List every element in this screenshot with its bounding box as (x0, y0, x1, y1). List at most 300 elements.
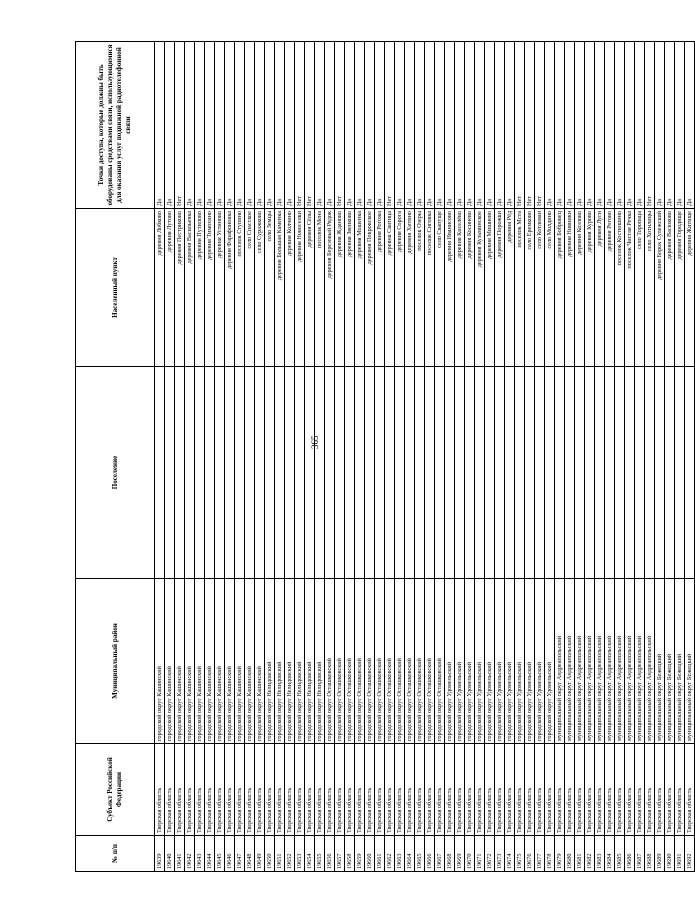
row-locality: поселок Озеры (415, 209, 425, 367)
row-subject: Тверская область (165, 744, 175, 836)
row-locality: деревня Большая Каменка (275, 209, 285, 367)
row-settlement (245, 367, 255, 579)
row-locality: деревня Роговo (605, 209, 615, 367)
row-settlement (435, 367, 445, 579)
row-subject: Тверская область (535, 744, 545, 836)
table-row (555, 42, 565, 872)
table-row (325, 42, 335, 872)
row-number: 19681 (575, 836, 585, 872)
row-district: муниципальный округ Андреапольский (585, 579, 595, 744)
row-settlement (555, 367, 565, 579)
row-settlement (505, 367, 515, 579)
row-locality: село Хотилицы (645, 209, 655, 367)
table-row (345, 42, 355, 872)
row-locality: деревня Покровское (365, 209, 375, 367)
row-district: городской округ Нелидовский (295, 579, 305, 744)
row-locality: деревня Косинево (465, 209, 475, 367)
table-row (465, 42, 475, 872)
row-district: муниципальный округ Андреапольский (595, 579, 605, 744)
row-locality: село Торопаца (635, 209, 645, 367)
row-district: городской округ Кашинский (255, 579, 265, 744)
row-number: 19685 (615, 836, 625, 872)
header-settlement: Поселение (76, 367, 155, 579)
row-subject: Тверская область (655, 744, 665, 836)
row-district: городской округ Кашинский (165, 579, 175, 744)
row-subject: Тверская область (375, 744, 385, 836)
row-subject: Тверская область (385, 744, 395, 836)
table-row (375, 42, 385, 872)
row-district: городской округ Нелидовский (275, 579, 285, 744)
row-subject: Тверская область (255, 744, 265, 836)
row-number: 19676 (525, 836, 535, 872)
table-row (435, 42, 445, 872)
row-number: 19667 (435, 836, 445, 872)
row-access: Да (165, 42, 175, 209)
row-settlement (545, 367, 555, 579)
row-access: Нет (295, 42, 305, 209)
row-locality: деревня Мишнево (485, 209, 495, 367)
table-row (515, 42, 525, 872)
row-access: Да (215, 42, 225, 209)
row-subject: Тверская область (625, 744, 635, 836)
row-number: 19654 (305, 836, 315, 872)
row-settlement (565, 367, 575, 579)
row-district: городской округ Осташковский (435, 579, 445, 744)
row-number: 19651 (275, 836, 285, 872)
row-locality: деревня Житище (685, 209, 695, 367)
table-row (455, 42, 465, 872)
row-settlement (385, 367, 395, 579)
row-access: Да (205, 42, 215, 209)
row-settlement (525, 367, 535, 579)
row-district: муниципальный округ Бежецкий (685, 579, 695, 744)
row-subject: Тверская область (305, 744, 315, 836)
row-district: городской округ Осташковский (375, 579, 385, 744)
row-settlement (605, 367, 615, 579)
row-subject: Тверская область (345, 744, 355, 836)
row-locality: поселок Мста (515, 209, 525, 367)
row-subject: Тверская область (515, 744, 525, 836)
row-locality: деревня Новоселки (295, 209, 305, 367)
row-settlement (495, 367, 505, 579)
row-settlement (675, 367, 685, 579)
row-locality: поселок Ступино (235, 209, 245, 367)
row-subject: Тверская область (415, 744, 425, 836)
row-locality: село Молдино (545, 209, 555, 367)
row-district: муниципальный округ Бежецкий (655, 579, 665, 744)
settlements-table (75, 41, 695, 872)
row-settlement (645, 367, 655, 579)
row-locality: деревня Козлово (575, 209, 585, 367)
row-subject: Тверская область (555, 744, 565, 836)
table-row (625, 42, 635, 872)
row-access: Да (455, 42, 465, 209)
row-district: городской округ Нелидовский (265, 579, 275, 744)
row-settlement (355, 367, 365, 579)
row-settlement (655, 367, 665, 579)
row-subject: Тверская область (685, 744, 695, 836)
row-subject: Тверская область (295, 744, 305, 836)
table-row (335, 42, 345, 872)
row-settlement (485, 367, 495, 579)
row-settlement (265, 367, 275, 579)
row-locality: деревня Кузьминское (475, 209, 485, 367)
row-district: городской округ Удомельский (515, 579, 525, 744)
row-settlement (475, 367, 485, 579)
row-locality: деревня Иванисово (445, 209, 455, 367)
row-district: городской округ Осташковский (355, 579, 365, 744)
row-locality: деревня Лутово (165, 209, 175, 367)
row-settlement (275, 367, 285, 579)
row-settlement (415, 367, 425, 579)
row-locality: деревня Рёд (505, 209, 515, 367)
row-number: 19650 (265, 836, 275, 872)
row-access: Да (315, 42, 325, 209)
row-district: городской округ Удомельский (455, 579, 465, 744)
row-number: 19675 (515, 836, 525, 872)
header-number: № п/п (76, 836, 155, 872)
row-access: Нет (385, 42, 395, 209)
row-access: Да (595, 42, 605, 209)
row-subject: Тверская область (215, 744, 225, 836)
row-district: муниципальный округ Андреапольский (615, 579, 625, 744)
row-number: 19659 (355, 836, 365, 872)
row-access: Да (375, 42, 385, 209)
row-district: городской округ Осташковский (425, 579, 435, 744)
row-access: Да (195, 42, 205, 209)
row-access: Нет (645, 42, 655, 209)
row-locality: деревня Устиново (215, 209, 225, 367)
row-number: 19687 (635, 836, 645, 872)
row-access: Да (155, 42, 165, 209)
row-locality: деревня Борок Сулежский (655, 209, 665, 367)
table-row (245, 42, 255, 872)
row-locality: село Спасское (245, 209, 255, 367)
table-row (405, 42, 415, 872)
row-locality: деревня Васюково (665, 209, 675, 367)
row-number: 19686 (625, 836, 635, 872)
row-settlement (335, 367, 345, 579)
table-row (385, 42, 395, 872)
row-number: 19641 (175, 836, 185, 872)
row-locality: деревня Жданово (335, 209, 345, 367)
table-row (525, 42, 535, 872)
row-number: 19665 (415, 836, 425, 872)
row-subject: Тверская область (315, 744, 325, 836)
row-district: городской округ Кашинский (185, 579, 195, 744)
row-access: Да (665, 42, 675, 209)
row-settlement (175, 367, 185, 579)
row-number: 19679 (555, 836, 565, 872)
table-row (685, 42, 695, 872)
row-locality: село Еремково (525, 209, 535, 367)
row-settlement (215, 367, 225, 579)
row-settlement (665, 367, 675, 579)
table-row (415, 42, 425, 872)
row-locality: деревня Нивники (565, 209, 575, 367)
row-subject: Тверская область (435, 744, 445, 836)
row-locality: деревня Луги (595, 209, 605, 367)
table-row (195, 42, 205, 872)
row-access: Нет (525, 42, 535, 209)
row-access: Да (435, 42, 445, 209)
row-access: Да (685, 42, 695, 209)
table-row (645, 42, 655, 872)
row-locality: деревня Путилово (195, 209, 205, 367)
row-district: городской округ Кашинский (195, 579, 205, 744)
row-subject: Тверская область (245, 744, 255, 836)
row-subject: Тверская область (395, 744, 405, 836)
row-subject: Тверская область (265, 744, 275, 836)
row-subject: Тверская область (325, 744, 335, 836)
row-access: Да (365, 42, 375, 209)
row-number: 19653 (295, 836, 305, 872)
table-row (365, 42, 375, 872)
page-number: 365 (310, 435, 320, 449)
row-locality: село Свапуще (435, 209, 445, 367)
row-access: Да (235, 42, 245, 209)
row-access: Да (265, 42, 275, 209)
row-access: Да (575, 42, 585, 209)
header-locality: Населенный пункт (76, 209, 155, 367)
row-subject: Тверская область (185, 744, 195, 836)
table-row (395, 42, 405, 872)
row-access: Да (475, 42, 485, 209)
row-locality: деревня Колчино (285, 209, 295, 367)
row-district: муниципальный округ Андреапольский (625, 579, 635, 744)
row-locality: деревня Городище (675, 209, 685, 367)
row-subject: Тверская область (465, 744, 475, 836)
row-district: городской округ Удомельский (505, 579, 515, 744)
table-row (655, 42, 665, 872)
table-row (605, 42, 615, 872)
row-locality: село Земцы (265, 209, 275, 367)
row-number: 19691 (675, 836, 685, 872)
row-access: Нет (535, 42, 545, 209)
row-district: муниципальный округ Бежецкий (675, 579, 685, 744)
row-access: Да (255, 42, 265, 209)
table-row (315, 42, 325, 872)
row-subject: Тверская область (665, 744, 675, 836)
row-settlement (455, 367, 465, 579)
row-locality: деревня Звенково (345, 209, 355, 367)
row-district: городской округ Нелидовский (285, 579, 295, 744)
row-settlement (305, 367, 315, 579)
row-locality: поселок Сиговка (425, 209, 435, 367)
row-locality: деревня Святица (385, 209, 395, 367)
row-locality: поселок Мена (315, 209, 325, 367)
row-number: 19671 (475, 836, 485, 872)
table-row (575, 42, 585, 872)
row-access: Да (555, 42, 565, 209)
row-district: городской округ Кашинский (235, 579, 245, 744)
row-district: городской округ Осташковский (405, 579, 415, 744)
row-district: городской округ Кашинский (155, 579, 165, 744)
row-settlement (635, 367, 645, 579)
row-number: 19692 (685, 836, 695, 872)
row-subject: Тверская область (275, 744, 285, 836)
row-subject: Тверская область (505, 744, 515, 836)
row-number: 19688 (645, 836, 655, 872)
row-access: Да (495, 42, 505, 209)
row-locality: село Суражково (255, 209, 265, 367)
row-access: Да (445, 42, 455, 209)
row-settlement (685, 367, 695, 579)
row-settlement (625, 367, 635, 579)
row-district: муниципальный округ Андреапольский (645, 579, 655, 744)
row-subject: Тверская область (355, 744, 365, 836)
row-district: городской округ Осташковский (335, 579, 345, 744)
row-locality: поселок Чистая Речка (625, 209, 635, 367)
row-access: Да (505, 42, 515, 209)
row-number: 19689 (655, 836, 665, 872)
header-subject: Субъект Российской Федерации (76, 744, 155, 836)
row-number: 19682 (585, 836, 595, 872)
row-number: 19644 (205, 836, 215, 872)
row-settlement (155, 367, 165, 579)
header-district: Муниципальный район (76, 579, 155, 744)
row-locality: деревня Киселёво (455, 209, 465, 367)
row-subject: Тверская область (545, 744, 555, 836)
row-district: городской округ Удомельский (545, 579, 555, 744)
row-access: Да (565, 42, 575, 209)
row-number: 19662 (385, 836, 395, 872)
row-subject: Тверская область (175, 744, 185, 836)
row-access: Да (395, 42, 405, 209)
row-number: 19663 (395, 836, 405, 872)
row-locality: деревня Васильевка (185, 209, 195, 367)
row-number: 19670 (465, 836, 475, 872)
row-access: Да (325, 42, 335, 209)
row-district: городской округ Удомельский (525, 579, 535, 744)
row-district: городской округ Удомельский (475, 579, 485, 744)
table-row (595, 42, 605, 872)
row-district: городской округ Нелидовский (305, 579, 315, 744)
row-settlement (325, 367, 335, 579)
row-settlement (295, 367, 305, 579)
row-number: 19647 (235, 836, 245, 872)
row-district: городской округ Осташковский (325, 579, 335, 744)
table-row (275, 42, 285, 872)
row-settlement (465, 367, 475, 579)
row-district: муниципальный округ Андреапольский (565, 579, 575, 744)
row-number: 19648 (245, 836, 255, 872)
row-subject: Тверская область (575, 744, 585, 836)
table-row (355, 42, 365, 872)
row-district: городской округ Кашинский (215, 579, 225, 744)
table-row (235, 42, 245, 872)
row-subject: Тверская область (225, 744, 235, 836)
row-access: Нет (175, 42, 185, 209)
row-settlement (345, 367, 355, 579)
table-row (295, 42, 305, 872)
row-access: Да (585, 42, 595, 209)
row-district: городской округ Кашинский (245, 579, 255, 744)
row-settlement (515, 367, 525, 579)
row-settlement (255, 367, 265, 579)
row-access: Да (655, 42, 665, 209)
row-settlement (195, 367, 205, 579)
row-number: 19674 (505, 836, 515, 872)
row-number: 19660 (365, 836, 375, 872)
row-number: 19680 (565, 836, 575, 872)
row-locality: деревня Лобково (155, 209, 165, 367)
header-access-point: Точки доступа, которые должны быть оборудованы средствами связи, использующимися для оказания услуг подвижной радиотелефонной связи (76, 42, 155, 209)
row-number: 19657 (335, 836, 345, 872)
table-row (165, 42, 175, 872)
row-access: Да (245, 42, 255, 209)
row-locality: деревня Сорога (395, 209, 405, 367)
row-district: городской округ Осташковский (385, 579, 395, 744)
row-settlement (615, 367, 625, 579)
row-subject: Тверская область (675, 744, 685, 836)
row-number: 19669 (455, 836, 465, 872)
row-locality: деревня Курово (585, 209, 595, 367)
table-row (175, 42, 185, 872)
row-subject: Тверская область (595, 744, 605, 836)
row-locality: деревня Бобровец (555, 209, 565, 367)
row-settlement (595, 367, 605, 579)
row-locality: деревня Рогожа (375, 209, 385, 367)
row-access: Да (355, 42, 365, 209)
table-row (305, 42, 315, 872)
row-settlement (425, 367, 435, 579)
row-number: 19639 (155, 836, 165, 872)
table-header-row (76, 42, 155, 872)
row-settlement (375, 367, 385, 579)
row-number: 19656 (325, 836, 335, 872)
row-access: Да (185, 42, 195, 209)
row-subject: Тверская область (445, 744, 455, 836)
row-locality: деревня Березовый Рядок (325, 209, 335, 367)
row-subject: Тверская область (405, 744, 415, 836)
table-row (255, 42, 265, 872)
table-row (495, 42, 505, 872)
row-subject: Тверская область (645, 744, 655, 836)
row-subject: Тверская область (605, 744, 615, 836)
table-row (545, 42, 555, 872)
row-district: городской округ Осташковский (345, 579, 355, 744)
row-number: 19684 (605, 836, 615, 872)
row-access: Да (345, 42, 355, 209)
row-subject: Тверская область (455, 744, 465, 836)
row-access: Да (675, 42, 685, 209)
row-settlement (405, 367, 415, 579)
table-row (635, 42, 645, 872)
row-locality: деревня Порожки (495, 209, 505, 367)
table-row (445, 42, 455, 872)
row-district: городской округ Удомельский (485, 579, 495, 744)
table-row (225, 42, 235, 872)
row-number: 19677 (535, 836, 545, 872)
row-subject: Тверская область (155, 744, 165, 836)
row-access: Нет (335, 42, 345, 209)
table-row (425, 42, 435, 872)
row-district: городской округ Удомельский (445, 579, 455, 744)
row-access: Да (625, 42, 635, 209)
row-settlement (185, 367, 195, 579)
row-subject: Тверская область (425, 744, 435, 836)
row-district: городской округ Удомельский (535, 579, 545, 744)
table-body (155, 42, 695, 872)
row-settlement (585, 367, 595, 579)
row-number: 19690 (665, 836, 675, 872)
row-access: Да (615, 42, 625, 209)
row-district: муниципальный округ Андреапольский (605, 579, 615, 744)
rotated-table-wrapper (75, 42, 693, 872)
table-row (485, 42, 495, 872)
row-access: Да (405, 42, 415, 209)
